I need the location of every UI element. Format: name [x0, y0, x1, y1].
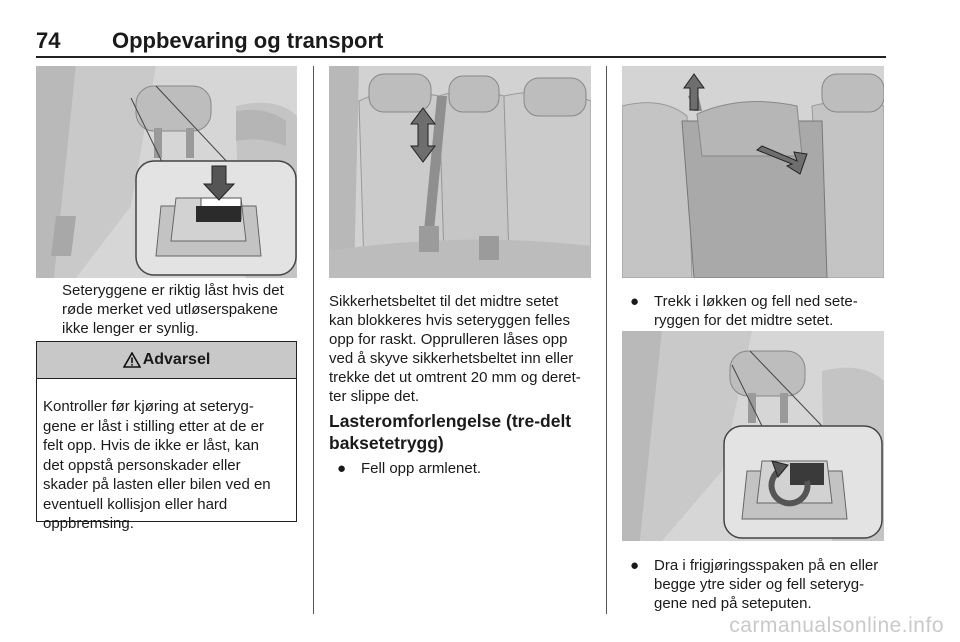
page-title: Oppbevaring og transport [112, 28, 384, 53]
bullet-item [630, 556, 639, 575]
bullet-text-fold-center: Trekk i løkken og fell ned sete- ryggen for det midtre setet. [654, 293, 858, 329]
illustration-center-seatbelt [329, 66, 591, 278]
paragraph-center-belt: Sikkerhetsbeltet til det midtre setet kan blokkeres hvis seteryggen felles opp for raskt. Opprulleren låses opp ved å skyve sikkerhetsbeltet inn eller trekke det ut omtrent 20 mm og deret- ter slippe det. [329, 293, 581, 405]
warning-triangle-icon [123, 352, 141, 368]
warning-text: Kontroller før kjøring at seteryg- gene er låst i stilling etter at de er felt opp. Hvis de ikke er låst, kan det oppstå personskader eller skader på lasten eller bilen ved en eventuell kollisjon eller hard oppbremsing. [43, 398, 271, 532]
bullet-item [630, 292, 639, 311]
warning-title: Advarsel [142, 351, 211, 368]
caption-release-indicator: Seteryggene er riktig låst hvis det røde merket ved utløserspakene ikke lenger er synlig. [62, 282, 284, 337]
warning-box [36, 341, 297, 532]
bullet-item [337, 459, 346, 478]
bullet-text: Fell opp armlenet. [361, 460, 482, 477]
header-rule [36, 56, 886, 58]
bullet-icon: ● [337, 460, 347, 477]
watermark: carmanualsonline.info [729, 614, 944, 637]
bullet-text-release-lever: Dra i frigjøringsspaken på en eller begge ytre sider og fell seteryg- gene ned på seteputen. [654, 557, 879, 612]
warning-header [37, 342, 296, 379]
illustration-seatback-release-indicator [36, 66, 297, 278]
section-heading-load-extension: Lasteromforlengelse (tre-delt baksetetrygg) [329, 411, 572, 453]
bullet-icon: ● [630, 557, 640, 574]
illustration-fold-center-seatback [622, 66, 884, 278]
bullet-icon: ● [630, 293, 640, 310]
illustration-release-lever [622, 331, 884, 541]
page-number: 74 [36, 28, 61, 53]
column-divider [313, 66, 314, 614]
column-divider [606, 66, 607, 614]
